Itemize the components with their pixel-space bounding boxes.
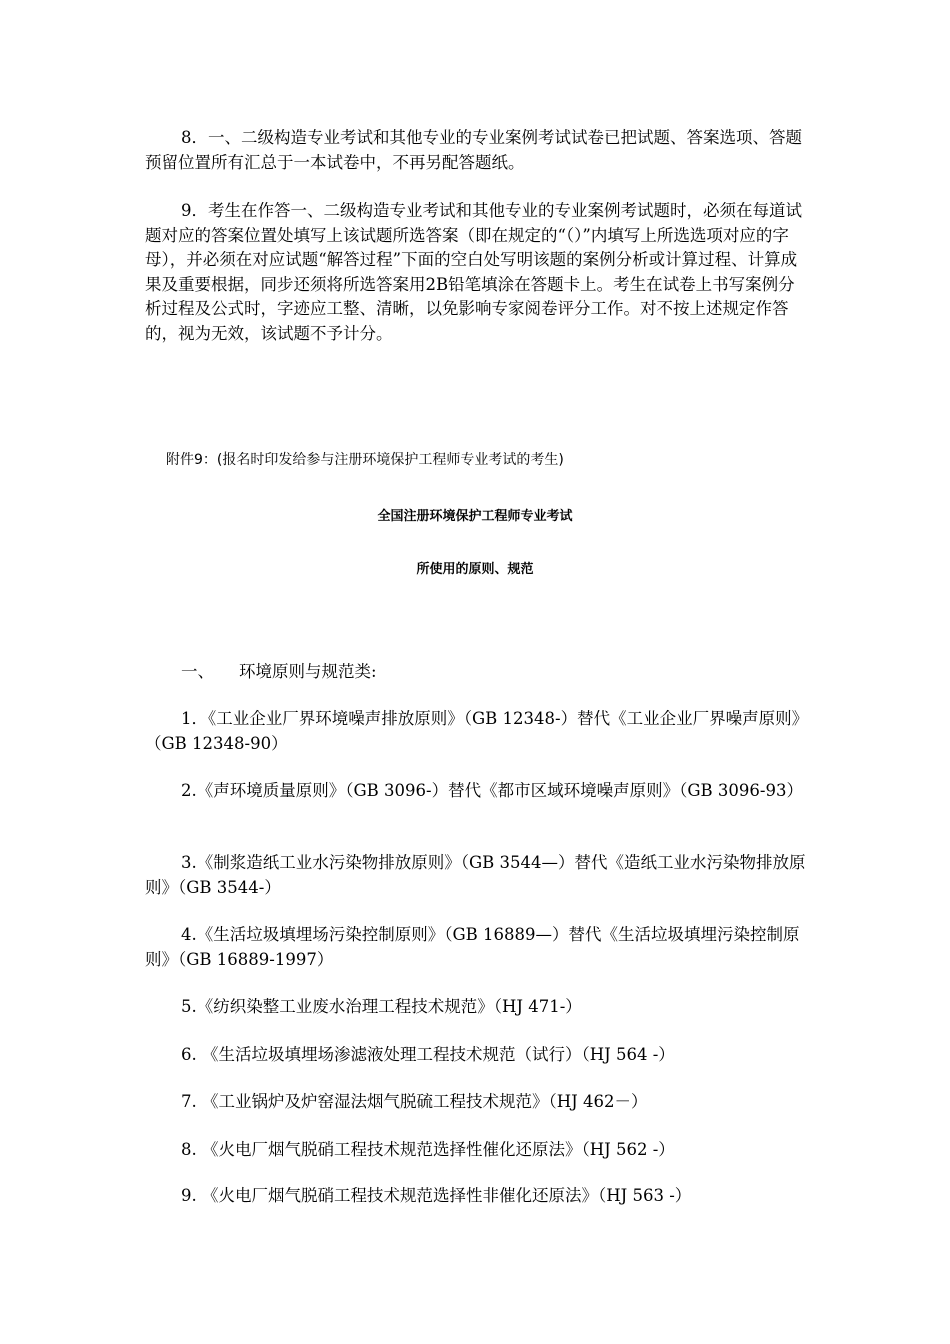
appendix-note: 附件9：(报名时印发给参与注册环境保护工程师专业考试的考生) (166, 452, 564, 468)
standard-item-9: 9. 《火电厂烟气脱硝工程技术规范选择性非催化还原法》（HJ 563 -） (181, 1186, 692, 1205)
standard-item-3: 3.《制浆造纸工业水污染物排放原则》（GB 3544—）替代《造纸工业水污染物排放原则》（GB 3544-） (145, 853, 806, 897)
standard-item-7: 7. 《工业锅炉及炉窑湿法烟气脱硫工程技术规范》（HJ 462－） (181, 1092, 648, 1111)
standard-item-2: 2.《声环境质量原则》（GB 3096-）替代《都市区域环境噪声原则》（GB 3096-93） (181, 781, 803, 800)
document-subtitle: 所使用的原则、规范 (416, 562, 534, 577)
paragraph-8: 8．一、二级构造专业考试和其他专业的专业案例考试试卷已把试题、答案选项、答题预留位置所有汇总于一本试卷中，不再另配答题纸。 (145, 128, 802, 172)
standard-item-1: 1．《工业企业厂界环境噪声排放原则》（GB 12348-）替代《工业企业厂界噪声原则》（GB 12348-90） (145, 709, 809, 753)
standard-item-6: 6. 《生活垃圾填埋场渗滤液处理工程技术规范（试行）（HJ 564 -） (181, 1045, 675, 1064)
section-number: 一、 (181, 662, 214, 681)
section-heading (181, 660, 377, 684)
standard-item-4: 4.《生活垃圾填埋场污染控制原则》（GB 16889—）替代《生活垃圾填埋污染控制原则》（GB 16889-1997） (145, 925, 800, 969)
paragraph-9: 9．考生在作答一、二级构造专业考试和其他专业的专业案例考试题时，必须在每道试题对应的答案位置处填写上该试题所选答案（即在规定的“（）”内填写上所选选项对应的字母），并必须在对应试题“解答过程”下面的空白处写明该题的案例分析或计算过程、计算成果及重要根据，同步还须将所选答案用2B铅笔填涂在答题卡上。考生在试卷上书写案例分析过程及公式时，字迹应工整、清晰，以免影响专家阅卷评分工作。对不按上述规定作答的，视为无效，该试题不予计分。 (145, 201, 802, 343)
document-title: 全国注册环境保护工程师专业考试 (377, 509, 573, 524)
standard-item-8: 8. 《火电厂烟气脱硝工程技术规范选择性催化还原法》（HJ 562 -） (181, 1140, 675, 1159)
section-label: 环境原则与规范类: (239, 662, 377, 681)
standard-item-5: 5.《纺织染整工业废水治理工程技术规范》（HJ 471-） (181, 997, 582, 1016)
